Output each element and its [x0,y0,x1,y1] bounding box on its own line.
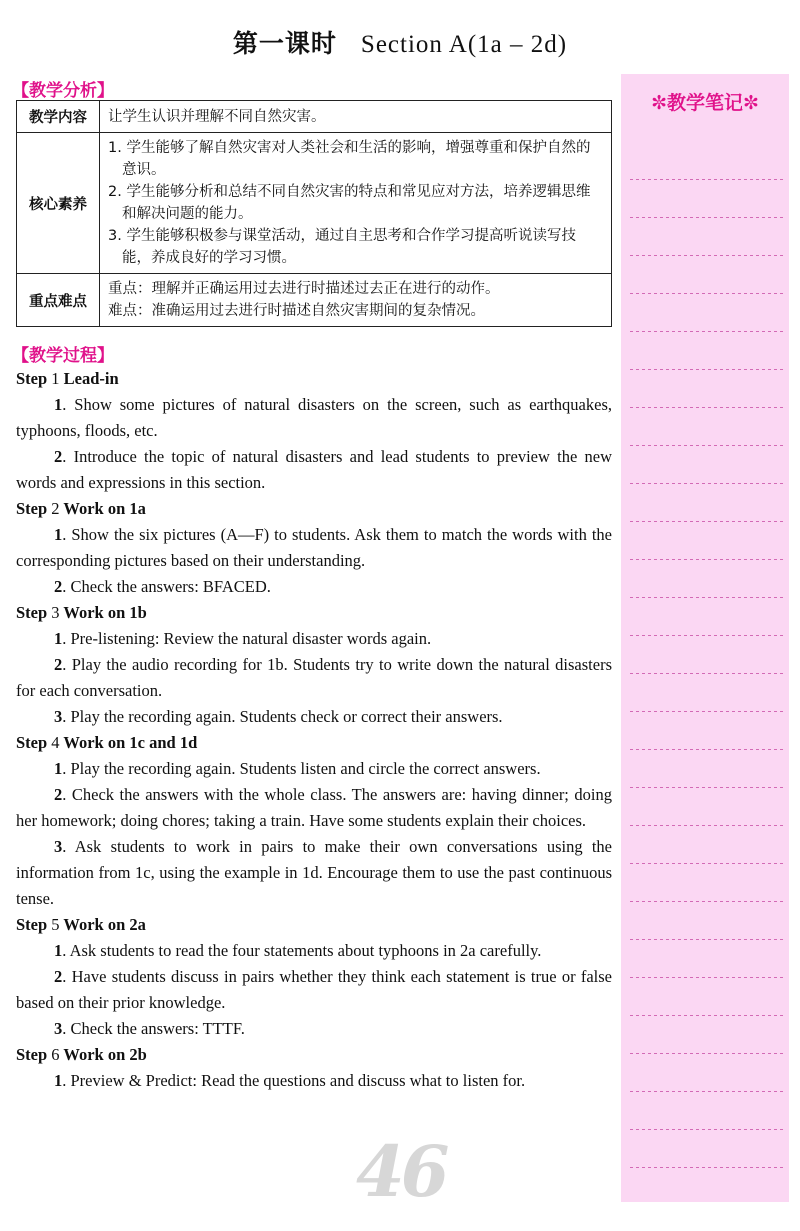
item-number: 3 [54,837,63,856]
step-number: 6 [51,1045,60,1064]
analysis-label: 【教学分析】 [12,81,114,101]
item-number: 2 [54,577,63,596]
row-head: 核心素养 [17,133,100,274]
item-text: . Ask students to work in pairs to make their own conversations using the information from 1c, using the example in 1d. Encourage them to use the past continuous tense. [16,837,612,908]
step-name: Lead-in [63,369,119,388]
core-literacy-cell [100,133,612,274]
table-row [17,101,612,133]
list-item [16,652,612,704]
item-number: 1 [54,759,63,778]
item-text: . Check the answers with the whole class. The answers are: having dinner; doing her homework; doing chores; taking a train. Have some students explain their choices. [16,785,612,830]
item-text: . Show the six pictures (A—F) to students. Ask them to match the words with the corresponding pictures based on their understanding. [16,525,612,570]
row-head: 重点难点 [17,274,100,327]
step-title [16,912,612,938]
item-text: . Play the recording again. Students check or correct their answers. [62,707,503,726]
step-word: Step [16,1045,48,1064]
item-text: . Preview & Predict: Read the questions and discuss what to listen for. [62,1071,526,1090]
item-text: . Have students discuss in pairs whether they think each statement is true or false based on their prior knowledge. [16,967,612,1012]
step-number: 1 [51,369,60,388]
item-number: 1 [54,525,63,544]
item-text: . Introduce the topic of natural disasters and lead students to preview the new words and expressions in this section. [16,447,612,492]
step-word: Step [16,499,48,518]
list-item: 1. 学生能够了解自然灾害对人类社会和生活的影响，增强尊重和保护自然的意识。 [108,140,591,178]
item-number: 1 [54,1071,63,1090]
list-item [16,782,612,834]
step-name: Work on 1a [63,499,146,518]
notes-title: ✼教学笔记✼ [651,92,759,114]
list-item [16,704,612,730]
notes-column [621,74,789,1202]
step-title [16,600,612,626]
item-text: . Pre-listening: Review the natural disaster words again. [62,629,432,648]
item-number: 2 [54,447,63,466]
step-name: Work on 1b [63,603,147,622]
item-number: 2 [54,967,63,986]
item-number: 2 [54,785,63,804]
step-number: 4 [51,733,60,752]
row-head: 教学内容 [17,101,100,133]
step-name: Work on 2a [63,915,146,934]
step-title [16,366,612,392]
step-number: 2 [51,499,60,518]
step-name: Work on 1c and 1d [63,733,198,752]
item-number: 2 [54,655,63,674]
step-word: Step [16,733,48,752]
list-item [16,444,612,496]
list-item [16,574,612,600]
list-item [16,756,612,782]
step-word: Step [16,603,48,622]
table-row [17,133,612,274]
list-item [16,1016,612,1042]
difficult-point: 难点：准确运用过去进行时描述自然灾害期间的复杂情况。 [108,303,485,319]
list-item: 2. 学生能够分析和总结不同自然灾害的特点和常见应对方法，培养逻辑思维和解决问题的能力。 [108,184,591,222]
item-text: . Show some pictures of natural disasters on the screen, such as earthquakes, typhoons, floods, etc. [16,395,612,440]
item-text: . Play the audio recording for 1b. Students try to write down the natural disasters for each conversation. [16,655,612,700]
step-number: 5 [51,915,60,934]
step-title [16,496,612,522]
step-number: 3 [51,603,60,622]
lesson-title: 第一课时 [232,29,337,58]
key-points-cell [100,274,612,327]
list-item [16,392,612,444]
item-text: . Check the answers: BFACED. [62,577,271,596]
item-text: . Check the answers: TTTF. [62,1019,245,1038]
step-name: Work on 2b [63,1045,147,1064]
step-word: Step [16,369,48,388]
list-item [16,522,612,574]
item-number: 1 [54,629,63,648]
item-text: . Play the recording again. Students listen and circle the correct answers. [62,759,541,778]
table-row [17,274,612,327]
key-point: 重点：理解并正确运用过去进行时描述过去正在进行的动作。 [108,281,500,297]
page-number: 46 [356,1130,446,1213]
teaching-process [16,366,612,1094]
step-word: Step [16,915,48,934]
section-title: Section A(1a – 2d) [360,31,568,58]
step-title [16,1042,612,1068]
list-item: 3. 学生能够积极参与课堂活动，通过自主思考和合作学习提高听说读写技能，养成良好的学习习惯。 [108,228,576,266]
item-number: 1 [54,395,63,414]
list-item [16,938,612,964]
analysis-table [16,100,612,327]
item-number: 3 [54,1019,63,1038]
list-item [16,626,612,652]
page-title [0,24,800,60]
list-item [16,1068,612,1094]
step-title [16,730,612,756]
list-item [16,964,612,1016]
item-text: . Ask students to read the four statements about typhoons in 2a carefully. [62,941,542,960]
process-label: 【教学过程】 [12,346,114,366]
item-number: 1 [54,941,63,960]
content-cell: 让学生认识并理解不同自然灾害。 [100,101,612,133]
list-item [16,834,612,912]
note-lines-dash [627,142,783,1202]
item-number: 3 [54,707,63,726]
